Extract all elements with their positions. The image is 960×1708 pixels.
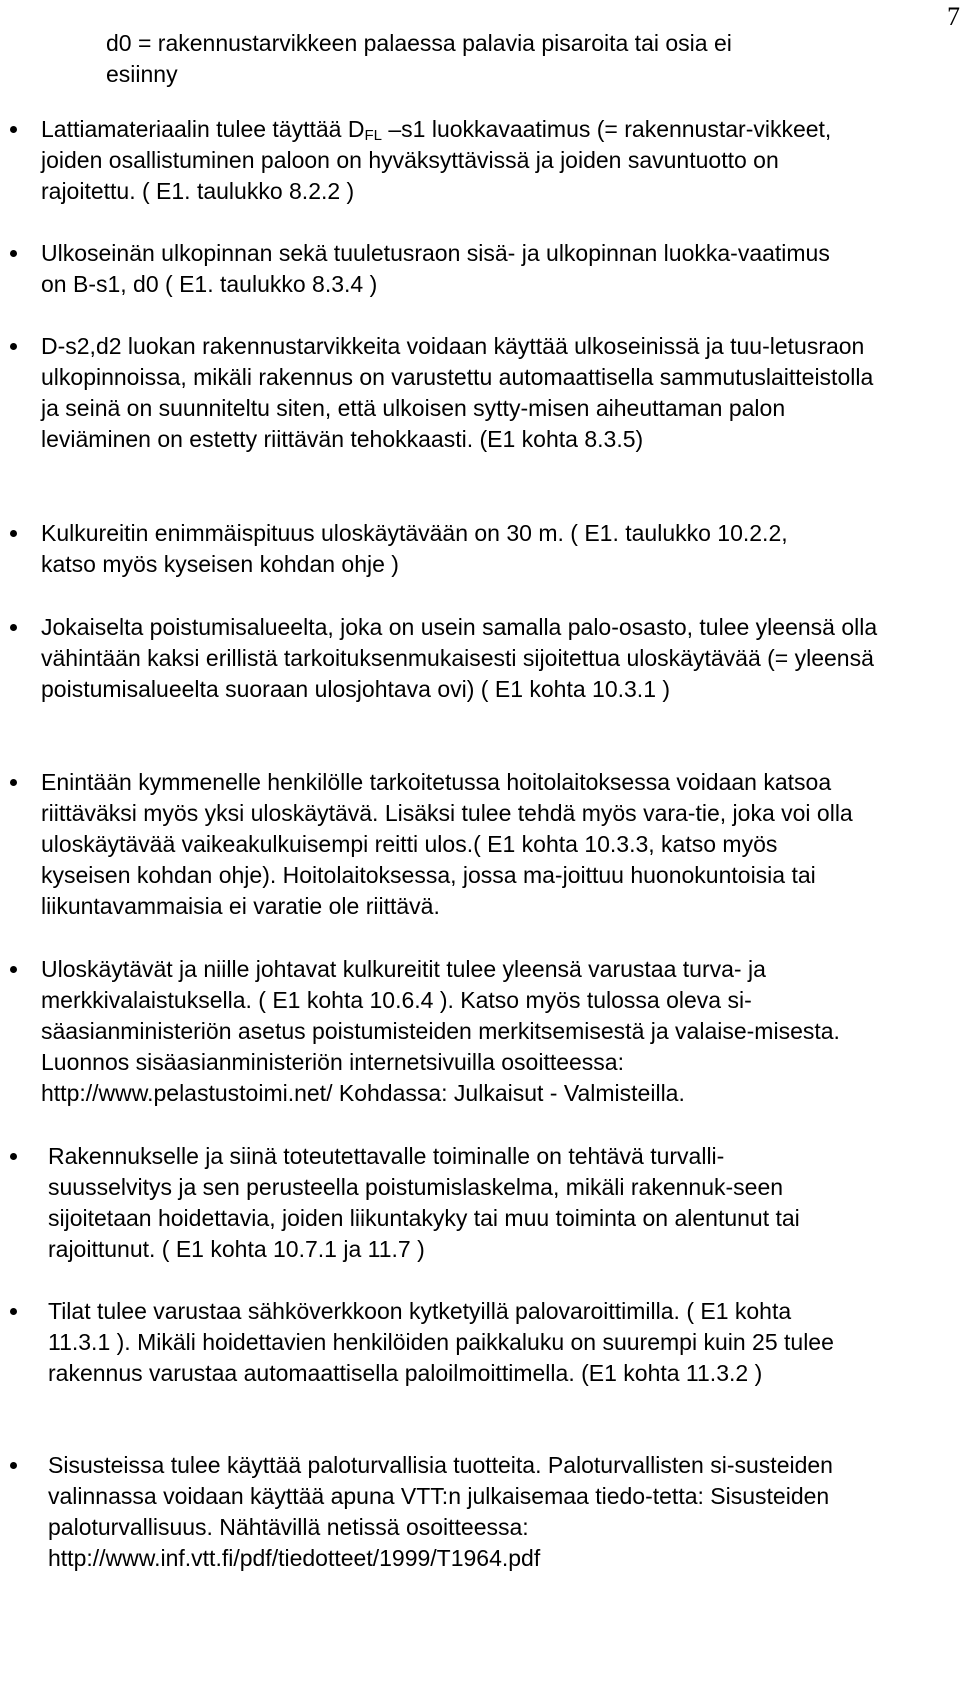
page-number: 7 [947, 2, 960, 31]
bullet-icon [10, 530, 17, 537]
list-item [41, 238, 851, 300]
list-item [48, 1141, 848, 1265]
list-item-text: Ulkoseinän ulkopinnan sekä tuuletusraon sisä- ja ulkopinnan luokka-vaatimus on B-s1, d0 ( E1. taulukko 8.3.4 ) [41, 240, 830, 297]
list-item-text: Rakennukselle ja siinä toteutettavalle toiminalle on tehtävä turvalli-suusselvitys ja sen perusteella poistumislaskelma, mikäli rakennuk-seen sijoitetaan hoidettavia, joiden liikuntakyky tai muu toiminta on alentunut tai rajoittunut. ( E1 kohta 10.7.1 ja 11.7 ) [48, 1143, 800, 1262]
intro-line-1: d0 = rakennustarvikkeen palaessa palavia pisaroita tai osia ei [106, 30, 732, 56]
bullet-icon [10, 250, 17, 257]
bullet-icon [10, 624, 17, 631]
bullet-icon [10, 343, 17, 350]
bullet-icon [10, 1462, 17, 1469]
list-item-text: Tilat tulee varustaa sähköverkkoon kytketyillä palovaroittimilla. ( E1 kohta 11.3.1 ). Mikäli hoidettavien henkilöiden paikkaluku on suurempi kuin 25 tulee rakennus varustaa automaattisella paloilmoittimella. (E1 kohta 11.3.2 ) [48, 1298, 834, 1386]
list-item [41, 954, 861, 1109]
list-item [41, 331, 891, 455]
list-item [48, 1450, 878, 1574]
list-item-text: D-s2,d2 luokan rakennustarvikkeita voidaan käyttää ulkoseinissä ja tuu-letusraon ulkopinnoissa, mikäli rakennus on varustettu automaattisella sammutuslaitteistolla ja seinä on suunniteltu siten, että ulkoisen sytty-misen aiheuttaman palon leviäminen on estetty riittävän tehokkaasti. (E1 kohta 8.3.5) [41, 333, 874, 452]
list-item-text: Uloskäytävät ja niille johtavat kulkureitit tulee yleensä varustaa turva- ja merkkivalaistuksella. ( E1 kohta 10.6.4 ). Katso myös tulossa oleva si-säasianministeriön asetus poistumisteiden merkitsemisestä ja valaise-misesta. Luonnos sisäasianministeriön internetsivuilla osoitteessa: http://www.pelastustoimi.net/ Kohdassa: Julkaisut - Valmisteilla. [41, 956, 840, 1106]
intro-line-2: esiinny [106, 61, 178, 87]
list-item [41, 767, 871, 922]
intro-paragraph [106, 28, 926, 90]
list-item [41, 114, 861, 207]
list-item-text: Kulkureitin enimmäispituus uloskäytävään on 30 m. ( E1. taulukko 10.2.2, katso myös kyseisen kohdan ohje ) [41, 520, 788, 577]
list-item-text: Jokaiselta poistumisalueelta, joka on usein samalla palo-osasto, tulee yleensä olla vähintään kaksi erillistä tarkoituksenmukaisesti sijoitettua uloskäytävää (= yleensä poistumisalueelta suoraan ulosjohtava ovi) ( E1 kohta 10.3.1 ) [41, 614, 878, 702]
bullet-icon [10, 779, 17, 786]
list-item [41, 518, 841, 580]
list-item [48, 1296, 848, 1389]
bullet-icon [10, 1153, 17, 1160]
bullet-icon [10, 126, 17, 133]
list-item [41, 612, 891, 705]
list-item-text: Lattiamateriaalin tulee täyttää $D_{FL}$ –s1 luokkavaatimus (= rakennustar-vikkeet, joiden osallistuminen paloon on hyväksyttävissä ja joiden savuntuotto on rajoitettu. ( E1. taulukko 8.2.2 ) [41, 116, 832, 204]
list-item-text: Enintään kymmenelle henkilölle tarkoitetussa hoitolaitoksessa voidaan katsoa riittäväksi myös yksi uloskäytävä. Lisäksi tulee tehdä myös vara-tie, joka voi olla uloskäytävää vaikeakulkuisempi reitti ulos.( E1 kohta 10.3.3, katso myös kyseisen kohdan ohje). Hoitolaitoksessa, jossa ma-joittuu huonokuntoisia tai liikuntavammaisia ei varatie ole riittävä. [41, 769, 853, 919]
bullet-icon [10, 966, 17, 973]
list-item-text: Sisusteissa tulee käyttää paloturvallisia tuotteita. Paloturvallisten si-susteiden valinnassa voidaan käyttää apuna VTT:n julkaisemaa tiedo-tetta: Sisusteiden paloturvallisuus. Nähtävillä netissä osoitteessa: http://www.inf.vtt.fi/pdf/tiedotteet/1999/T1964.pdf [48, 1452, 833, 1571]
bullet-icon [10, 1308, 17, 1315]
